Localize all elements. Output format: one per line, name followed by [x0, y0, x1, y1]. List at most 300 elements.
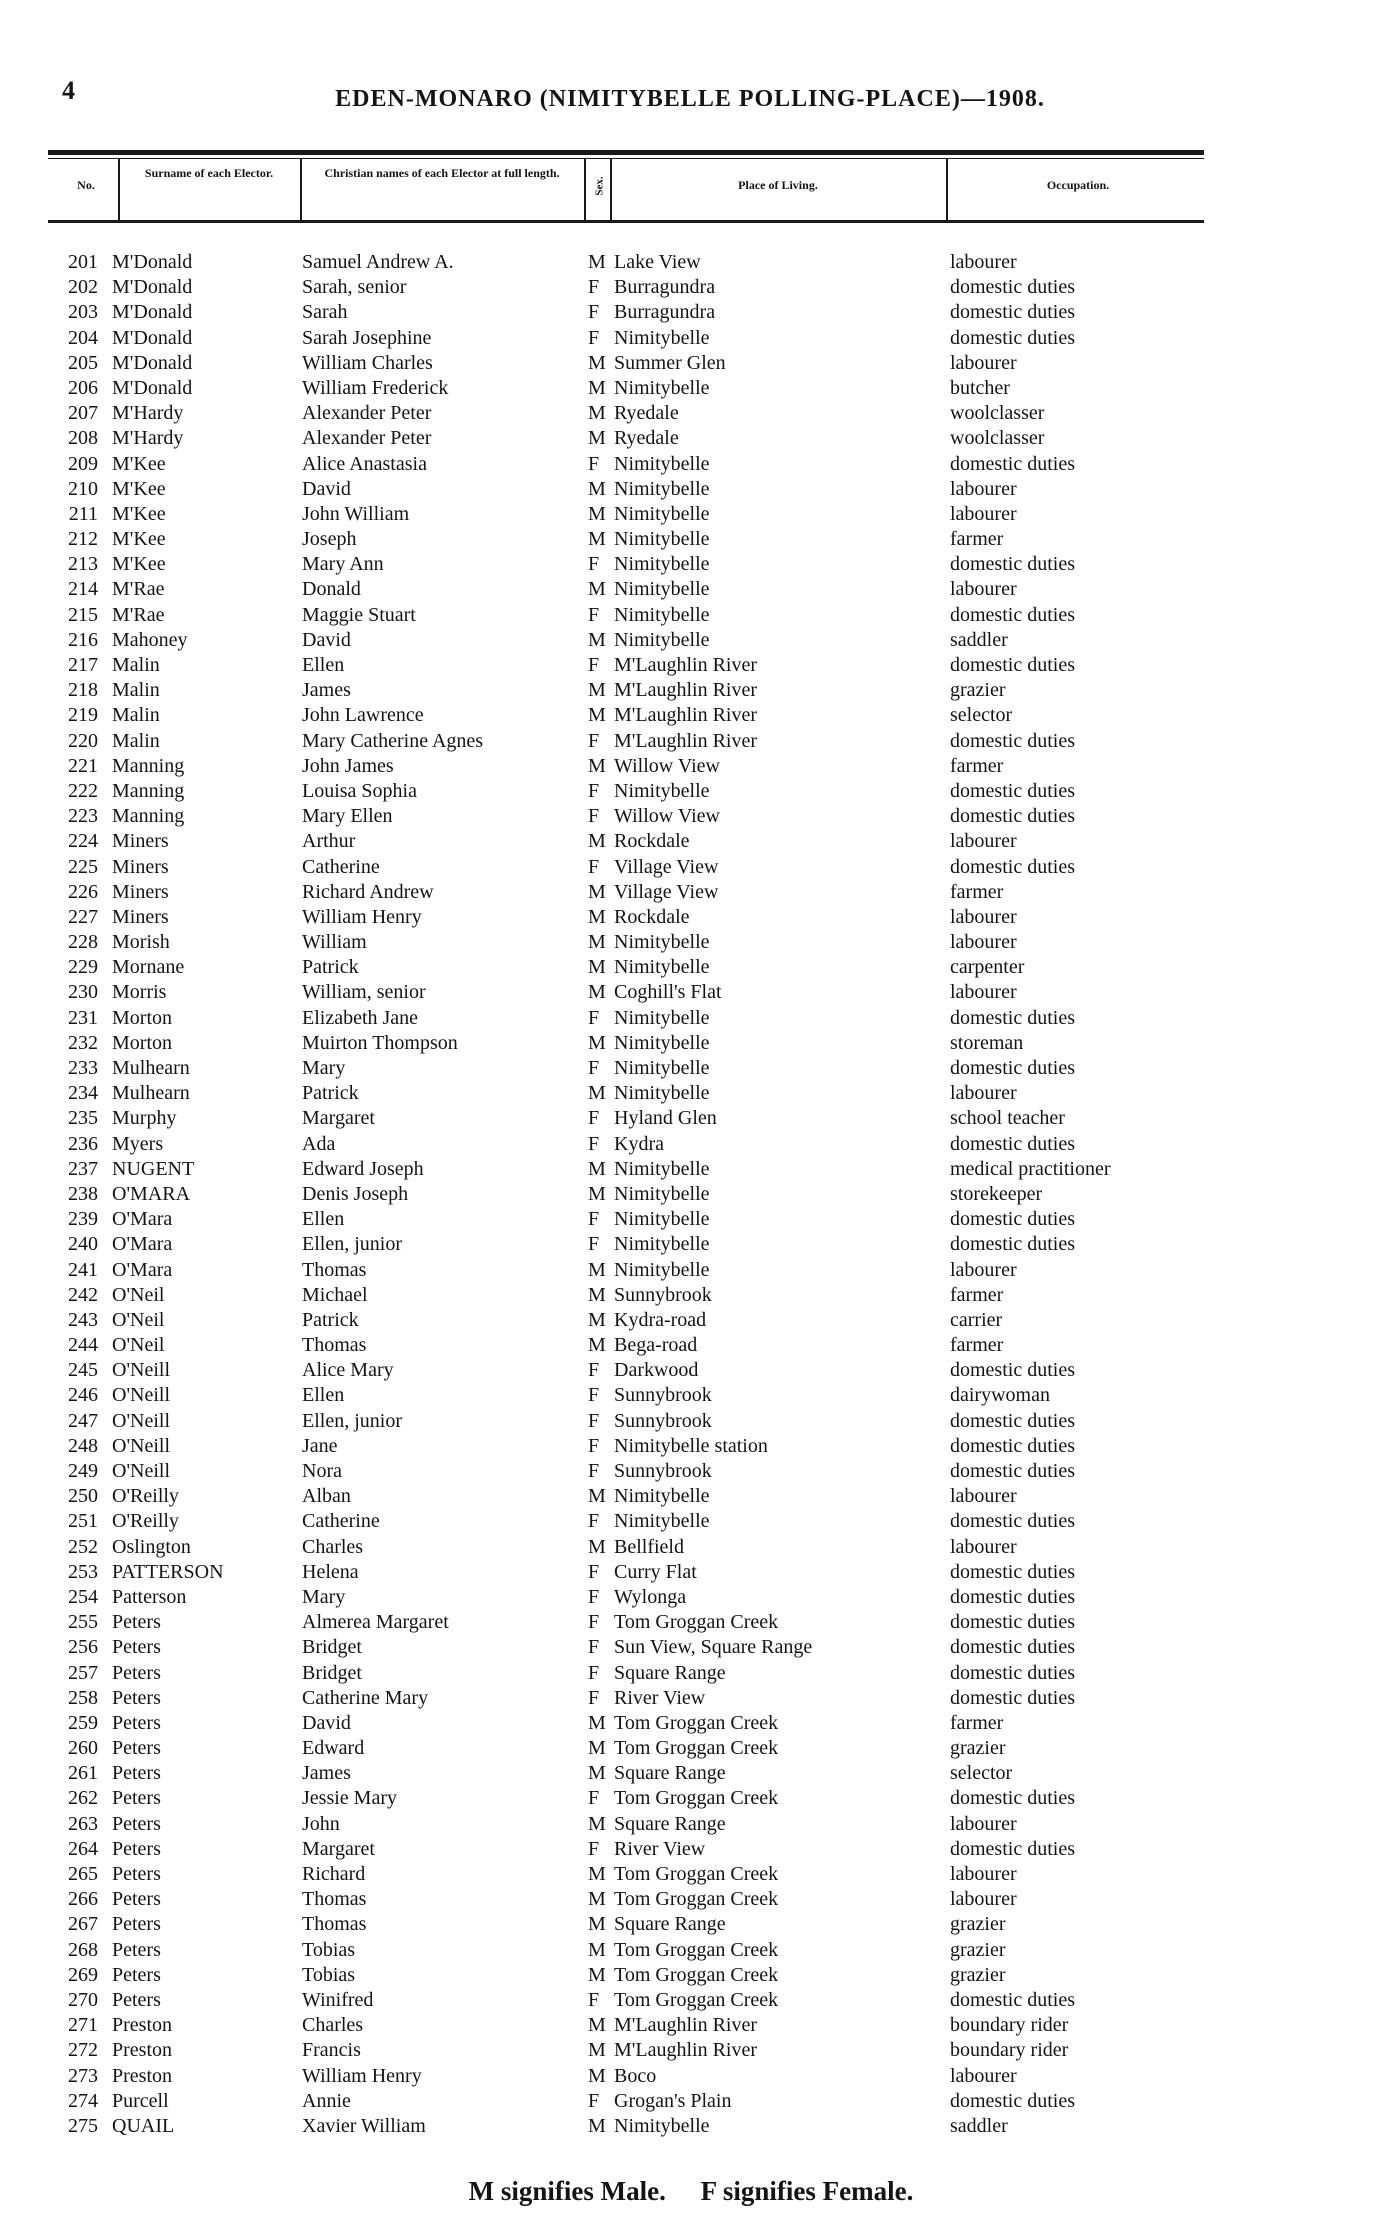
table-row: [0, 1383, 1382, 1408]
elector-occupation: domestic duties: [950, 1837, 1075, 1860]
elector-surname: O'Neill: [112, 1359, 171, 1382]
table-row: [0, 2089, 1382, 2114]
elector-christian-names: Annie: [302, 2089, 351, 2112]
elector-number: 224: [68, 830, 98, 853]
elector-christian-names: William Charles: [302, 351, 433, 374]
elector-place-of-living: Curry Flat: [614, 1560, 697, 1583]
elector-place-of-living: Nimitybelle: [614, 1233, 710, 1256]
elector-christian-names: Nora: [302, 1460, 342, 1482]
elector-surname: M'Kee: [112, 553, 166, 576]
elector-number: 258: [68, 1686, 98, 1709]
elector-sex: M: [588, 2064, 606, 2087]
elector-surname: M'Donald: [112, 326, 193, 349]
table-row: [0, 452, 1382, 477]
elector-sex: M: [588, 2114, 606, 2137]
elector-occupation: labourer: [950, 981, 1017, 1004]
elector-christian-names: William, senior: [302, 981, 426, 1004]
elector-number: 201: [68, 251, 98, 273]
table-row: [0, 1031, 1382, 1056]
table-row: [0, 1333, 1382, 1358]
elector-occupation: saddler: [950, 628, 1008, 651]
elector-place-of-living: Sunnybrook: [614, 1460, 712, 1482]
table-row: [0, 376, 1382, 401]
elector-surname: M'Kee: [112, 502, 166, 525]
elector-sex: F: [588, 1006, 600, 1029]
table-row: [0, 729, 1382, 754]
elector-occupation: domestic duties: [950, 553, 1075, 576]
elector-place-of-living: Burragundra: [614, 276, 716, 299]
table-row: [0, 401, 1382, 426]
table-row: [0, 275, 1382, 300]
elector-number: 233: [68, 1057, 98, 1079]
elector-occupation: labourer: [950, 578, 1017, 601]
elector-surname: Purcell: [112, 2089, 169, 2112]
elector-place-of-living: Burragundra: [614, 301, 716, 324]
header-rule-top: [48, 150, 1204, 155]
elector-number: 227: [68, 905, 98, 928]
elector-number: 255: [68, 1611, 98, 1634]
elector-place-of-living: Tom Groggan Creek: [614, 1963, 779, 1986]
elector-surname: O'MARA: [112, 1182, 191, 1205]
elector-number: 235: [68, 1107, 98, 1130]
elector-place-of-living: Nimitybelle: [614, 477, 710, 500]
elector-place-of-living: Tom Groggan Creek: [614, 1938, 779, 1961]
elector-place-of-living: Square Range: [614, 1661, 726, 1684]
elector-christian-names: Catherine: [302, 855, 380, 878]
elector-place-of-living: Bega-road: [614, 1334, 698, 1357]
column-divider: [946, 158, 948, 220]
header-rule-bottom: [48, 220, 1204, 223]
elector-sex: F: [588, 301, 600, 324]
elector-sex: M: [588, 679, 606, 702]
elector-christian-names: John: [302, 1812, 340, 1835]
elector-place-of-living: M'Laughlin River: [614, 2039, 758, 2062]
elector-number: 209: [68, 452, 98, 475]
elector-surname: Oslington: [112, 1535, 191, 1558]
elector-occupation: domestic duties: [950, 1208, 1075, 1231]
elector-occupation: farmer: [950, 1711, 1004, 1734]
elector-surname: O'Mara: [112, 1233, 173, 1256]
elector-sex: M: [588, 376, 606, 399]
elector-sex: M: [588, 1031, 606, 1054]
elector-occupation: domestic duties: [950, 654, 1075, 676]
elector-occupation: labourer: [950, 477, 1017, 500]
table-row: [0, 1635, 1382, 1660]
elector-occupation: labourer: [950, 1082, 1017, 1105]
elector-surname: Preston: [112, 2039, 172, 2062]
elector-surname: Manning: [112, 805, 185, 828]
elector-occupation: domestic duties: [950, 729, 1075, 752]
elector-number: 264: [68, 1837, 98, 1860]
elector-sex: M: [588, 754, 606, 777]
elector-sex: F: [588, 1233, 600, 1256]
elector-occupation: storeman: [950, 1031, 1024, 1054]
elector-sex: F: [588, 1107, 600, 1130]
elector-surname: Peters: [112, 1611, 161, 1634]
elector-christian-names: Mary Ann: [302, 553, 384, 576]
elector-occupation: grazier: [950, 1737, 1006, 1760]
elector-sex: M: [588, 704, 606, 727]
table-row: [0, 1585, 1382, 1610]
table-row: [0, 1459, 1382, 1484]
legend-female: F signifies Female.: [700, 2176, 914, 2206]
elector-christian-names: Xavier William: [302, 2114, 426, 2137]
elector-occupation: domestic duties: [950, 1434, 1075, 1457]
elector-surname: M'Hardy: [112, 402, 184, 425]
elector-christian-names: Ellen: [302, 654, 345, 676]
elector-surname: O'Neill: [112, 1384, 171, 1407]
elector-christian-names: Ellen: [302, 1384, 345, 1407]
elector-surname: M'Rae: [112, 603, 165, 626]
elector-christian-names: Edward Joseph: [302, 1157, 424, 1180]
elector-place-of-living: Sunnybrook: [614, 1283, 712, 1306]
elector-occupation: labourer: [950, 1812, 1017, 1835]
elector-number: 203: [68, 301, 98, 324]
table-row: [0, 980, 1382, 1005]
elector-christian-names: Thomas: [302, 1888, 367, 1911]
elector-place-of-living: M'Laughlin River: [614, 729, 758, 752]
elector-occupation: saddler: [950, 2114, 1008, 2137]
table-row: [0, 1610, 1382, 1635]
elector-number: 262: [68, 1787, 98, 1810]
elector-place-of-living: Sunnybrook: [614, 1384, 712, 1407]
elector-surname: Peters: [112, 1888, 161, 1911]
table-row: [0, 426, 1382, 451]
elector-number: 207: [68, 402, 98, 425]
elector-number: 259: [68, 1711, 98, 1734]
elector-place-of-living: River View: [614, 1686, 706, 1709]
elector-sex: F: [588, 553, 600, 576]
table-row: [0, 1132, 1382, 1157]
table-row: [0, 754, 1382, 779]
elector-occupation: carrier: [950, 1308, 1003, 1331]
elector-sex: F: [588, 1460, 600, 1482]
table-row: [0, 603, 1382, 628]
table-row: [0, 2038, 1382, 2063]
elector-surname: Malin: [112, 654, 160, 676]
header-occupation: Occupation.: [1046, 178, 1110, 192]
elector-surname: M'Donald: [112, 301, 193, 324]
elector-place-of-living: Sun View, Square Range: [614, 1636, 813, 1659]
elector-sex: F: [588, 779, 600, 802]
elector-surname: Miners: [112, 855, 169, 878]
elector-surname: Malin: [112, 729, 160, 752]
header-sex: Sex.: [593, 176, 606, 196]
table-row: [0, 1106, 1382, 1131]
elector-christian-names: Alexander Peter: [302, 402, 432, 425]
elector-number: 271: [68, 2014, 98, 2037]
elector-place-of-living: Nimitybelle: [614, 1006, 710, 1029]
elector-surname: Mahoney: [112, 628, 188, 651]
elector-place-of-living: Nimitybelle: [614, 1510, 710, 1533]
elector-surname: Peters: [112, 1988, 161, 2011]
elector-place-of-living: Nimitybelle: [614, 376, 710, 399]
elector-number: 244: [68, 1334, 98, 1357]
column-divider: [610, 158, 612, 220]
elector-number: 217: [68, 654, 98, 676]
table-row: [0, 829, 1382, 854]
elector-sex: F: [588, 1434, 600, 1457]
elector-sex: F: [588, 1636, 600, 1659]
elector-surname: M'Kee: [112, 477, 166, 500]
table-row: [0, 1963, 1382, 1988]
elector-sex: F: [588, 452, 600, 475]
elector-number: 239: [68, 1208, 98, 1231]
elector-occupation: labourer: [950, 830, 1017, 853]
elector-surname: Peters: [112, 1938, 161, 1961]
elector-christian-names: John James: [302, 754, 394, 777]
elector-occupation: domestic duties: [950, 1988, 1075, 2011]
elector-surname: Peters: [112, 1762, 161, 1785]
elector-surname: O'Neill: [112, 1460, 171, 1482]
elector-sex: M: [588, 351, 606, 374]
elector-number: 272: [68, 2039, 98, 2062]
table-row: [0, 653, 1382, 678]
elector-occupation: medical practitioner: [950, 1157, 1111, 1180]
table-row: [0, 955, 1382, 980]
elector-occupation: labourer: [950, 1535, 1017, 1558]
elector-surname: PATTERSON: [112, 1560, 224, 1583]
elector-surname: O'Reilly: [112, 1485, 179, 1508]
elector-place-of-living: Nimitybelle: [614, 956, 710, 979]
elector-christian-names: Catherine Mary: [302, 1686, 429, 1709]
elector-sex: F: [588, 1208, 600, 1231]
elector-christian-names: Francis: [302, 2039, 361, 2062]
elector-christian-names: Alban: [302, 1485, 351, 1508]
elector-surname: Peters: [112, 1711, 161, 1734]
elector-surname: Peters: [112, 1863, 161, 1885]
elector-number: 275: [68, 2114, 98, 2137]
table-row: [0, 1081, 1382, 1106]
elector-surname: O'Neill: [112, 1434, 171, 1457]
elector-occupation: domestic duties: [950, 1057, 1075, 1079]
elector-christian-names: Helena: [302, 1560, 359, 1583]
elector-occupation: farmer: [950, 1283, 1004, 1306]
elector-sex: M: [588, 1334, 606, 1357]
elector-number: 229: [68, 956, 98, 979]
elector-surname: O'Neil: [112, 1283, 165, 1306]
elector-christian-names: Maggie Stuart: [302, 603, 416, 626]
elector-number: 263: [68, 1812, 98, 1835]
table-row: [0, 1056, 1382, 1081]
header-christian-names: Christian names of each Elector at full length.: [324, 166, 560, 180]
page-number: 4: [62, 76, 75, 105]
elector-place-of-living: Nimitybelle: [614, 1182, 710, 1205]
elector-sex: F: [588, 276, 600, 299]
elector-surname: Peters: [112, 1963, 161, 1986]
elector-surname: O'Neil: [112, 1308, 165, 1331]
elector-surname: M'Donald: [112, 276, 193, 299]
elector-occupation: grazier: [950, 1938, 1006, 1961]
table-row: [0, 351, 1382, 376]
elector-number: 202: [68, 276, 98, 299]
elector-number: 268: [68, 1938, 98, 1961]
elector-occupation: domestic duties: [950, 855, 1075, 878]
legend-male: M signifies Male.: [468, 2176, 666, 2206]
elector-sex: F: [588, 1560, 600, 1583]
elector-surname: O'Reilly: [112, 1510, 179, 1533]
table-row: [0, 577, 1382, 602]
elector-sex: M: [588, 1157, 606, 1180]
elector-place-of-living: Nimitybelle: [614, 1057, 710, 1079]
elector-surname: QUAIL: [112, 2114, 175, 2137]
elector-number: 223: [68, 805, 98, 828]
elector-occupation: labourer: [950, 251, 1017, 273]
elector-number: 222: [68, 779, 98, 802]
elector-number: 251: [68, 1510, 98, 1533]
elector-surname: Peters: [112, 1913, 161, 1936]
elector-number: 265: [68, 1863, 98, 1885]
elector-christian-names: Winifred: [302, 1988, 374, 2011]
elector-place-of-living: Nimitybelle: [614, 2114, 710, 2137]
elector-number: 218: [68, 679, 98, 702]
elector-occupation: labourer: [950, 502, 1017, 525]
elector-occupation: storekeeper: [950, 1182, 1043, 1205]
elector-occupation: selector: [950, 1762, 1013, 1785]
elector-number: 216: [68, 628, 98, 651]
elector-sex: M: [588, 1485, 606, 1508]
elector-surname: Peters: [112, 1636, 161, 1659]
elector-place-of-living: Kydra: [614, 1132, 664, 1155]
elector-number: 261: [68, 1762, 98, 1785]
elector-number: 206: [68, 376, 98, 399]
elector-occupation: boundary rider: [950, 2014, 1069, 2037]
elector-occupation: domestic duties: [950, 1636, 1075, 1659]
elector-place-of-living: Tom Groggan Creek: [614, 1888, 779, 1911]
elector-christian-names: Charles: [302, 2014, 364, 2037]
elector-sex: F: [588, 654, 600, 676]
table-row: [0, 1258, 1382, 1283]
elector-christian-names: Patrick: [302, 1082, 359, 1105]
elector-place-of-living: Tom Groggan Creek: [614, 1611, 779, 1634]
elector-occupation: labourer: [950, 351, 1017, 374]
elector-christian-names: Ellen, junior: [302, 1409, 402, 1432]
table-row: [0, 1736, 1382, 1761]
elector-sex: F: [588, 326, 600, 349]
elector-christian-names: William Frederick: [302, 376, 449, 399]
elector-surname: Peters: [112, 1686, 161, 1709]
elector-sex: M: [588, 1812, 606, 1835]
elector-christian-names: Elizabeth Jane: [302, 1006, 419, 1029]
elector-sex: M: [588, 1082, 606, 1105]
elector-place-of-living: Nimitybelle: [614, 1031, 710, 1054]
elector-occupation: labourer: [950, 2064, 1017, 2087]
table-row: [0, 1182, 1382, 1207]
elector-place-of-living: Hyland Glen: [614, 1107, 717, 1130]
table-row: [0, 477, 1382, 502]
elector-sex: M: [588, 2014, 606, 2037]
elector-occupation: domestic duties: [950, 1661, 1075, 1684]
elector-occupation: domestic duties: [950, 805, 1075, 828]
table-row: [0, 1484, 1382, 1509]
elector-surname: Miners: [112, 830, 169, 853]
elector-occupation: grazier: [950, 1963, 1006, 1986]
table-row: [0, 1409, 1382, 1434]
elector-number: 219: [68, 704, 98, 727]
elector-number: 266: [68, 1888, 98, 1911]
elector-place-of-living: M'Laughlin River: [614, 654, 758, 676]
elector-sex: M: [588, 528, 606, 551]
table-row: [0, 1560, 1382, 1585]
elector-surname: O'Mara: [112, 1258, 173, 1281]
elector-christian-names: Ellen, junior: [302, 1233, 402, 1256]
table-row: [0, 804, 1382, 829]
elector-occupation: domestic duties: [950, 2089, 1075, 2112]
elector-christian-names: Richard: [302, 1863, 366, 1885]
elector-number: 270: [68, 1988, 98, 2011]
legend-footer: [0, 2176, 1382, 2207]
elector-sex: M: [588, 1863, 606, 1885]
elector-christian-names: Bridget: [302, 1636, 362, 1659]
elector-sex: M: [588, 1762, 606, 1785]
elector-place-of-living: Boco: [614, 2064, 657, 2087]
column-divider: [300, 158, 302, 220]
elector-number: 213: [68, 553, 98, 576]
table-row: [0, 628, 1382, 653]
elector-sex: M: [588, 2039, 606, 2062]
elector-christian-names: Donald: [302, 578, 361, 601]
elector-sex: F: [588, 805, 600, 828]
elector-sex: M: [588, 1182, 606, 1205]
elector-surname: M'Rae: [112, 578, 165, 601]
elector-place-of-living: M'Laughlin River: [614, 2014, 758, 2037]
elector-number: 252: [68, 1535, 98, 1558]
elector-sex: M: [588, 1913, 606, 1936]
elector-number: 204: [68, 326, 98, 349]
elector-sex: M: [588, 402, 606, 425]
elector-christian-names: Arthur: [302, 830, 356, 853]
table-row: [0, 1358, 1382, 1383]
elector-surname: O'Mara: [112, 1208, 173, 1231]
elector-place-of-living: Nimitybelle: [614, 1485, 710, 1508]
elector-occupation: labourer: [950, 1863, 1017, 1885]
elector-number: 214: [68, 578, 98, 601]
elector-number: 249: [68, 1460, 98, 1482]
elector-christian-names: Denis Joseph: [302, 1182, 409, 1205]
elector-sex: M: [588, 1535, 606, 1558]
elector-surname: M'Donald: [112, 251, 193, 273]
elector-place-of-living: Nimitybelle: [614, 578, 710, 601]
elector-christian-names: William Henry: [302, 905, 422, 928]
elector-number: 274: [68, 2089, 98, 2112]
elector-sex: M: [588, 251, 606, 273]
elector-sex: M: [588, 427, 606, 450]
elector-christian-names: Thomas: [302, 1913, 367, 1936]
elector-surname: Morton: [112, 1031, 172, 1054]
elector-christian-names: Alice Anastasia: [302, 452, 427, 475]
elector-place-of-living: Village View: [614, 855, 719, 878]
elector-place-of-living: Bellfield: [614, 1535, 684, 1558]
table-row: [0, 502, 1382, 527]
elector-number: 243: [68, 1308, 98, 1331]
elector-place-of-living: Wylonga: [614, 1585, 687, 1608]
table-row: [0, 1938, 1382, 1963]
elector-occupation: grazier: [950, 1913, 1006, 1936]
elector-surname: Mulhearn: [112, 1082, 190, 1105]
elector-sex: F: [588, 1611, 600, 1634]
elector-place-of-living: Nimitybelle: [614, 502, 710, 525]
elector-place-of-living: Nimitybelle: [614, 628, 710, 651]
elector-occupation: butcher: [950, 376, 1010, 399]
elector-surname: Peters: [112, 1837, 161, 1860]
elector-occupation: domestic duties: [950, 452, 1075, 475]
elector-number: 211: [68, 502, 98, 525]
header-no: No.: [77, 178, 95, 192]
elector-surname: O'Neill: [112, 1409, 171, 1432]
elector-sex: M: [588, 880, 606, 903]
elector-place-of-living: Willow View: [614, 754, 720, 777]
elector-number: 238: [68, 1182, 98, 1205]
